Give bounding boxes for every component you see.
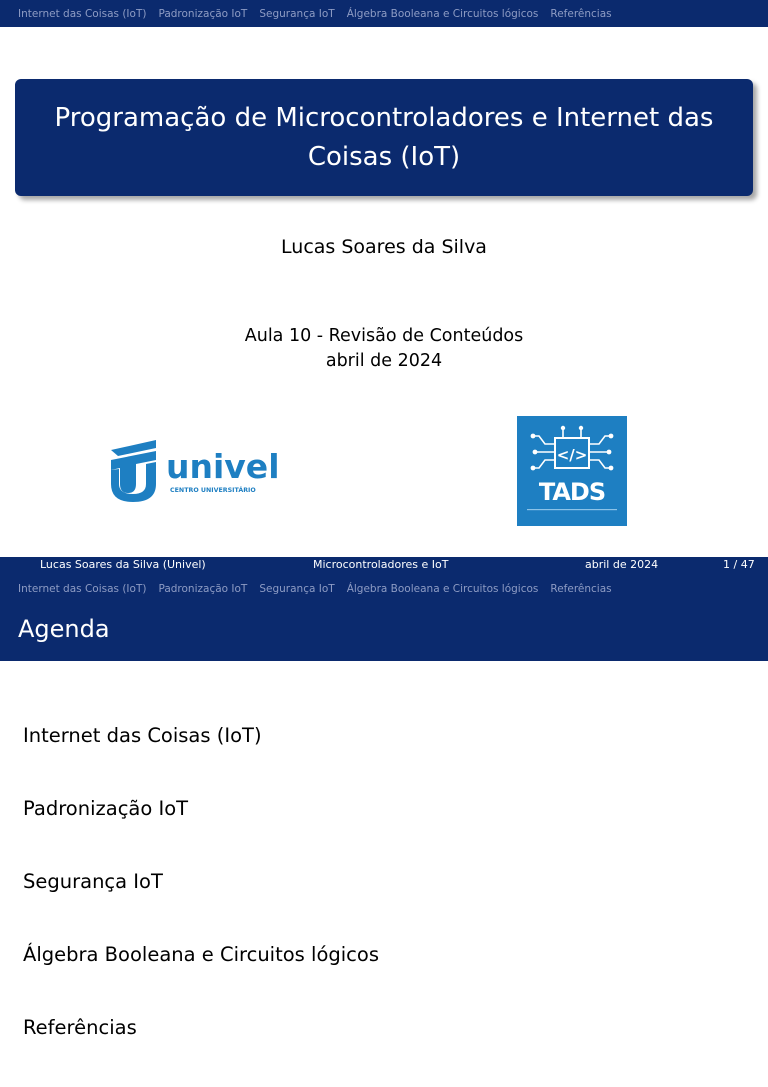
svg-text:</>: </> [556, 446, 588, 464]
presentation-title-box [15, 79, 753, 196]
nav-item-iot[interactable]: Internet das Coisas (IoT) [18, 583, 147, 595]
univel-logo-subtext: CENTRO UNIVERSITÁRIO [170, 487, 256, 494]
nav-item-seguranca[interactable]: Segurança IoT [259, 7, 335, 20]
univel-logo [108, 438, 283, 504]
nav-item-padronizacao[interactable]: Padronização IoT [158, 7, 248, 20]
circuit-code-icon [517, 416, 627, 526]
footer-page-number: 1 / 47 [723, 558, 755, 571]
agenda-slide [0, 557, 768, 1039]
section-navigation [0, 0, 768, 27]
nav-item-referencias[interactable]: Referências [550, 583, 612, 595]
slide-footer [0, 557, 768, 577]
footer-date: abril de 2024 [585, 558, 659, 571]
tads-logo [517, 416, 627, 526]
nav-item-iot[interactable]: Internet das Coisas (IoT) [18, 7, 147, 20]
agenda-item-iot[interactable]: Internet das Coisas (IoT) [23, 724, 262, 747]
subtitle-block [0, 324, 768, 374]
nav-item-seguranca[interactable]: Segurança IoT [259, 583, 335, 595]
nav-item-algebra[interactable]: Álgebra Booleana e Circuitos lógicos [346, 7, 539, 20]
tads-logo-text: TADS [538, 478, 606, 506]
footer-author: Lucas Soares da Silva (Univel) [40, 558, 206, 571]
nav-item-padronizacao[interactable]: Padronização IoT [158, 583, 248, 595]
presentation-title: Programação de Microcontroladores e Internet das Coisas (IoT) [54, 102, 714, 172]
agenda-item-algebra[interactable]: Álgebra Booleana e Circuitos lógicos [23, 943, 379, 966]
univel-logo-text: univel [166, 447, 280, 486]
nav-item-referencias[interactable]: Referências [550, 7, 612, 20]
section-navigation [0, 577, 768, 601]
author-name: Lucas Soares da Silva [281, 236, 487, 258]
footer-short-title: Microcontroladores e IoT [313, 558, 449, 571]
presentation-date: abril de 2024 [325, 351, 443, 371]
agenda-item-padronizacao[interactable]: Padronização IoT [23, 797, 189, 820]
nav-item-algebra[interactable]: Álgebra Booleana e Circuitos lógicos [346, 583, 539, 595]
frame-title: Agenda [0, 601, 768, 661]
agenda-item-referencias[interactable]: Referências [23, 1016, 137, 1039]
agenda-list [23, 722, 379, 1087]
agenda-item-seguranca[interactable]: Segurança IoT [23, 870, 163, 893]
lecture-subtitle: Aula 10 - Revisão de Conteúdos [244, 326, 524, 346]
